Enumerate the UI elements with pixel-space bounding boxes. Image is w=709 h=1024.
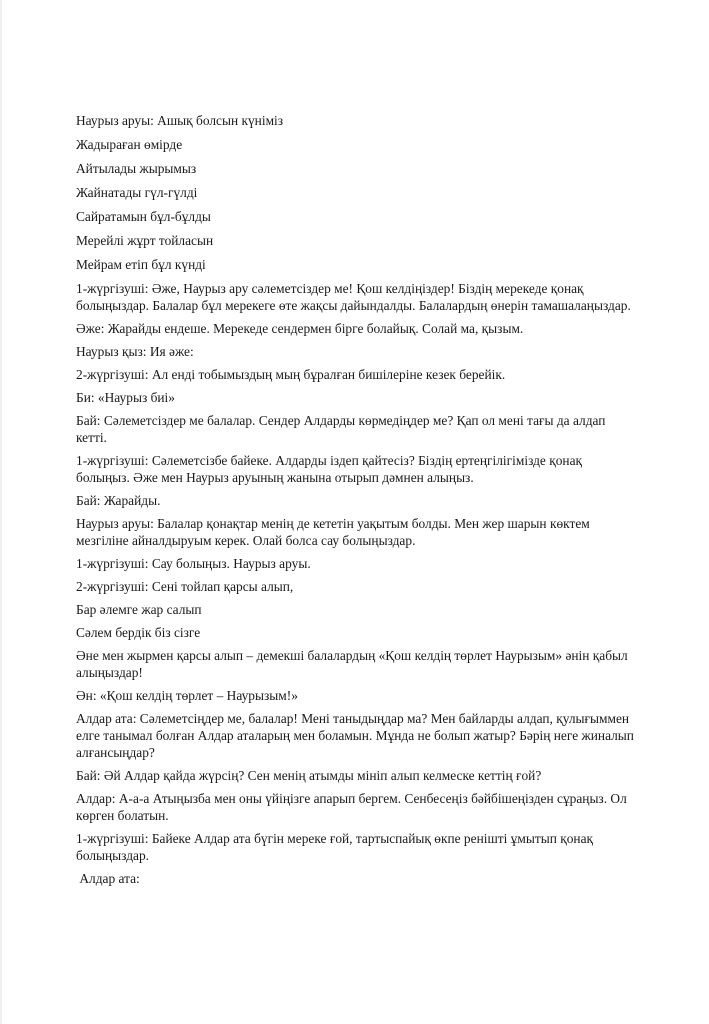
paragraph-9: Наурыз аруы: Балалар қонақтар менің де кететін уақытым болды. Мен жер шарын көктем мезгіліне айналдыруым керек. Олай болса сау болыңыздар.	[76, 516, 590, 548]
paragraph-16: Алдар ата: Сәлеметсіңдер ме, балалар! Мені таныдыңдар ма? Мен байларды алдап, қулығыммен елге танымал болған Алдар аталарың мен боламын. Мұнда не болып жатыр? Бәрің неге жиналып алғансыңдар?	[76, 711, 634, 760]
paragraph-3: Наурыз қыз: Ия әже:	[76, 344, 194, 359]
paragraph-7: 1-жүргізуші: Сәлеметсізбе байеке. Алдарды іздеп қайтесіз? Біздің ертеңгілігімізде қонақ болыңыз. Әже мен Наурыз аруының жанына отырып дәмнен алыңыз.	[76, 453, 583, 485]
paragraph-5: Би: «Наурыз биі»	[76, 390, 175, 405]
document-body	[76, 112, 636, 887]
paragraph-4: 2-жүргізуші: Ал енді тобымыздың мың бұралған бишілеріне кезек берейік.	[76, 367, 506, 382]
verse-line-7: Мейрам етіп бұл күнді	[76, 257, 206, 272]
paragraph-20: Алдар ата:	[76, 871, 140, 886]
paragraph-14: Әне мен жырмен қарсы алып – демекші балалардың «Қош келдің төрлет Наурызым» әнін қабыл алыңыздар!	[76, 648, 628, 680]
verse-line-4: Жайнатады гүл-гүлді	[76, 185, 198, 200]
paragraph-11: 2-жүргізуші: Сені тойлап қарсы алып,	[76, 579, 294, 594]
verse-line-1: Наурыз аруы: Ашық болсын күніміз	[76, 113, 284, 128]
paragraph-19: 1-жүргізуші: Байеке Алдар ата бүгін мереке ғой, тартыспайық өкпе реніштi ұмытып қонақ болыңыздар.	[76, 831, 594, 863]
verse-line-5: Сайратамын бұл-бұлды	[76, 209, 211, 224]
verse-line-6: Мерейлі жұрт тойласын	[76, 233, 214, 248]
paragraph-2: Әже: Жарайды ендеше. Мерекеде сендермен бірге болайық. Солай ма, қызым.	[76, 321, 524, 336]
paragraph-10: 1-жүргізуші: Сау болыңыз. Наурыз аруы.	[76, 556, 311, 571]
verse-line-2: Жадыраған өмірде	[76, 137, 183, 152]
paragraph-1: 1-жүргізуші: Әже, Наурыз ару сәлеметсіздер ме! Қош келдіңіздер! Біздің мерекеде қонақ болыңыздар. Балалар бұл мерекеге өте жақсы дайындалды. Балалардың өнерін тамашалаңыздар.	[76, 281, 631, 313]
paragraph-15: Ән: «Қош келдің төрлет – Наурызым!»	[76, 688, 298, 703]
paragraph-13: Сәлем бердік біз сізге	[76, 625, 201, 640]
paragraph-17: Бай: Әй Алдар қайда жүрсің? Сен менің атымды мініп алып келмеске кеттің ғой?	[76, 768, 542, 783]
paragraph-8: Бай: Жарайды.	[76, 493, 161, 508]
paragraph-12: Бар әлемге жар салып	[76, 602, 202, 617]
paragraph-6: Бай: Сәлеметсіздер ме балалар. Сендер Алдарды көрмедіңдер ме? Қап ол мені тағы да алдап кетті.	[76, 413, 606, 445]
paragraph-18: Алдар: А-а-а Атыңызба мен оны үйіңізге апарып бергем. Сенбесеңіз бәйбішеңізден сұраңыз. Ол көрген болатын.	[76, 791, 627, 823]
verse-line-3: Айтылады жырымыз	[76, 161, 197, 176]
